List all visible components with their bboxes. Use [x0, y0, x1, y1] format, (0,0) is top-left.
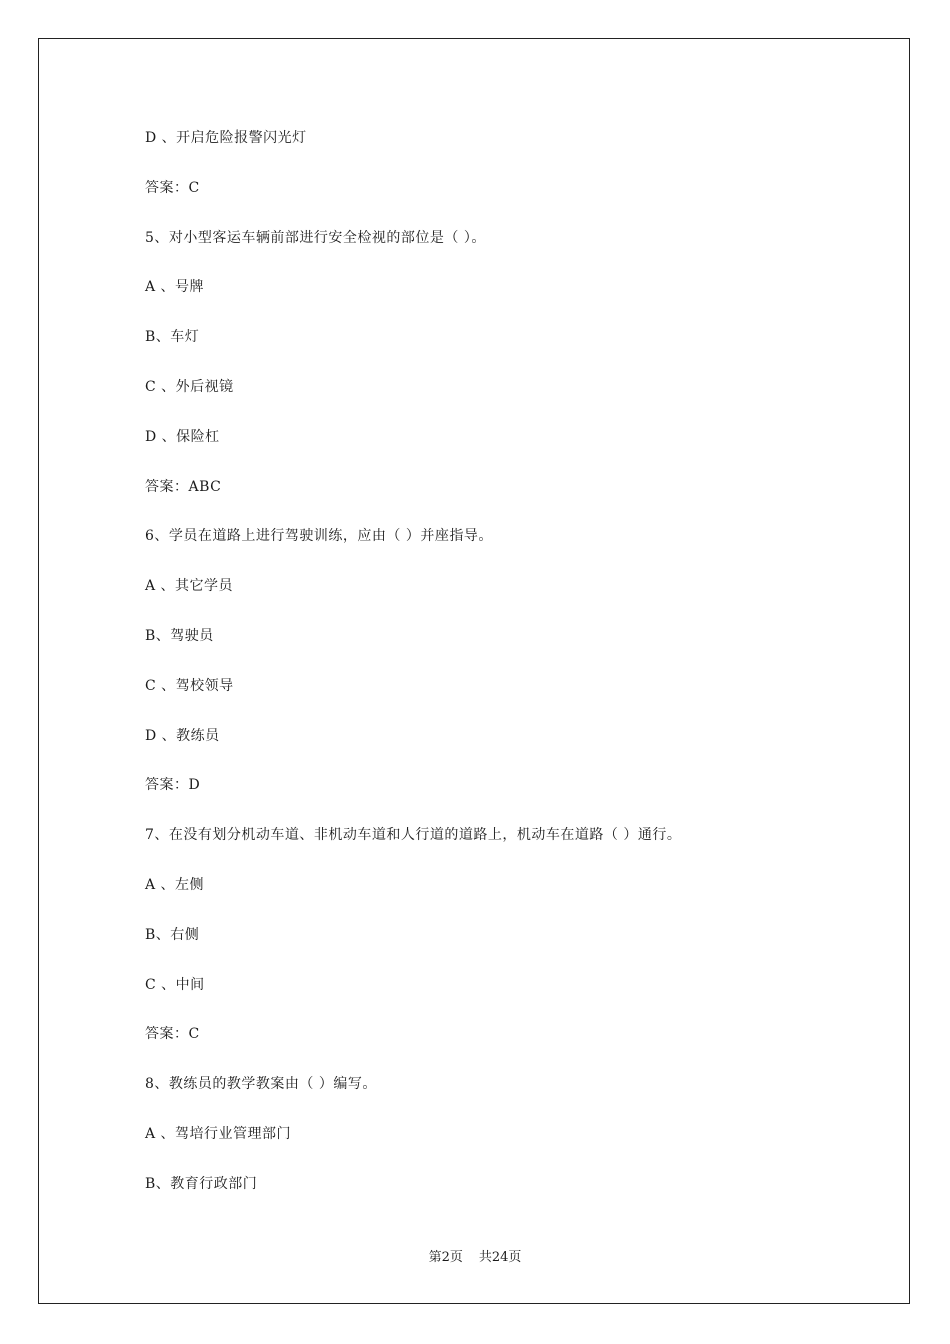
q5-option-d: D 、保险杠	[145, 428, 220, 445]
answer-q6: 答案：D	[145, 777, 201, 794]
question-5: 5、对小型客运车辆前部进行安全检视的部位是（ ）。	[145, 229, 486, 246]
q6-option-b: B、驾驶员	[145, 627, 214, 644]
q8-option-a: A 、驾培行业管理部门	[145, 1125, 292, 1142]
q5-option-b: B、车灯	[145, 329, 200, 346]
q7-option-b: B、右侧	[145, 926, 200, 943]
document-body	[145, 128, 865, 1224]
question-6: 6、学员在道路上进行驾驶训练，应由（ ）并座指导。	[145, 528, 493, 545]
page-footer	[0, 1249, 950, 1267]
q5-option-c: C 、外后视镜	[145, 378, 234, 395]
answer-q7: 答案：C	[145, 1026, 200, 1043]
q6-option-d: D 、教练员	[145, 727, 220, 744]
answer-q5: 答案：ABC	[145, 478, 222, 495]
q7-option-c: C 、中间	[145, 976, 205, 993]
page-total: 共24页	[478, 1250, 522, 1265]
option-d-hazard-lights: D 、开启危险报警闪光灯	[145, 130, 307, 146]
q7-option-a: A 、左侧	[145, 876, 205, 893]
q8-option-b: B、教育行政部门	[145, 1175, 258, 1192]
page-number: 第2页	[428, 1250, 463, 1265]
question-7: 7、在没有划分机动车道、非机动车道和人行道的道路上，机动车在道路（ ）通行。	[145, 827, 682, 844]
q6-option-c: C 、驾校领导	[145, 677, 234, 694]
question-8: 8、教练员的教学教案由（ ）编写。	[145, 1076, 377, 1093]
answer-q4: 答案：C	[145, 179, 200, 196]
q6-option-a: A 、其它学员	[145, 578, 234, 595]
q5-option-a: A 、号牌	[145, 279, 205, 296]
